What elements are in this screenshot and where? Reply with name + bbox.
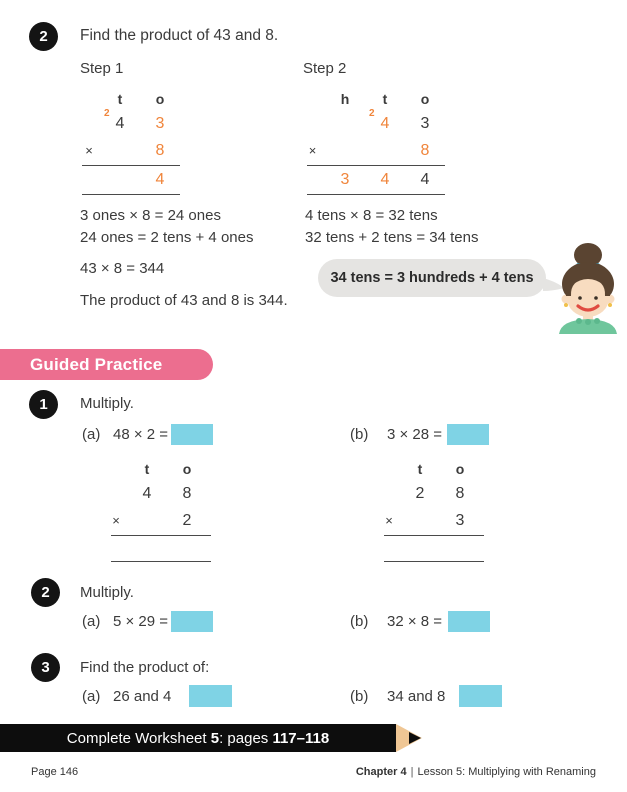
q3a-label: (a): [82, 688, 101, 705]
tens-header: t: [417, 461, 423, 477]
ones-digit: 3: [155, 115, 165, 132]
worksheet-banner-text1: Complete Worksheet: [66, 729, 211, 747]
q3b-label: (b): [350, 688, 369, 705]
result-ones-digit: 4: [155, 170, 165, 188]
chart-header-row: [378, 458, 480, 480]
question3-number-badge: [31, 653, 60, 682]
question1-number-badge: [29, 390, 58, 419]
answer-blank-row[interactable]: [378, 537, 480, 559]
lesson-label: Lesson 5: Multiplying with Renaming: [417, 766, 596, 778]
ones-header: o: [455, 461, 465, 477]
chart-rule: [384, 561, 484, 562]
question2-number-badge: [31, 578, 60, 607]
ones-header: o: [155, 91, 165, 107]
girl-character-icon: [549, 242, 627, 334]
tens-header: t: [144, 461, 150, 477]
tens-digit-cell: [100, 108, 140, 133]
chart-rule: [82, 194, 180, 195]
result-tens-digit: 4: [380, 170, 390, 188]
q1a-answer-box[interactable]: [171, 424, 213, 445]
chart-rule: [82, 165, 180, 166]
worksheet-number: 5: [210, 729, 220, 747]
ones-digit: 3: [420, 115, 430, 132]
speech-bubble-text: 34 tens = 3 hundreds + 4 tens: [330, 270, 534, 286]
result-ones-digit: 4: [420, 170, 430, 188]
times-sign: ×: [385, 513, 393, 528]
chart-rule: [307, 194, 445, 195]
times-sign: ×: [308, 143, 317, 158]
worksheet-banner: [0, 724, 396, 752]
example-conclusion: The product of 43 and 8 is 344.: [80, 292, 288, 309]
q2b-answer-box[interactable]: [448, 611, 490, 632]
step1-label: Step 1: [80, 60, 124, 77]
chart-rule: [307, 165, 445, 166]
multiplier-row: [300, 138, 445, 163]
multiplicand-row: [378, 480, 480, 508]
speech-bubble: [318, 259, 546, 297]
q3b-expression: 34 and 8: [387, 688, 446, 705]
multiplier-row: [78, 138, 180, 163]
question2-prompt: Multiply.: [80, 584, 134, 601]
chart-rule: [111, 535, 211, 536]
footer-separator: |: [410, 766, 414, 778]
carry-digit: 2: [369, 108, 375, 119]
q1b-label: (b): [350, 426, 369, 443]
q3b-answer-box[interactable]: [459, 685, 502, 707]
chapter-label: Chapter 4: [355, 766, 407, 778]
question3-prompt: Find the product of:: [80, 659, 210, 676]
step2-label: Step 2: [303, 60, 347, 77]
q2a-label: (a): [82, 613, 101, 630]
chapter-lesson-reference: [356, 766, 596, 778]
times-sign: ×: [112, 513, 120, 528]
result-row: [78, 167, 180, 192]
multiplicand-row: [78, 110, 180, 138]
q2a-expression: 5 × 29 =: [113, 613, 169, 630]
chart-rule: [384, 535, 484, 536]
tens-digit-cell: [365, 108, 405, 133]
step2-explanation-line1: 4 tens × 8 = 32 tens: [305, 207, 438, 224]
times-sign: ×: [85, 143, 93, 158]
ones-header: o: [182, 461, 192, 477]
step2-explanation-line2: 32 tens + 2 tens = 34 tens: [305, 229, 479, 246]
chart-header-row: [300, 88, 445, 110]
q2a-answer-box[interactable]: [171, 611, 213, 632]
multiplier-row: [378, 508, 480, 533]
tens-digit: 2: [415, 485, 425, 502]
q1b-answer-box[interactable]: [447, 424, 489, 445]
q2b-label: (b): [350, 613, 369, 630]
chart-header-row: [105, 458, 207, 480]
ones-digit: 8: [455, 485, 465, 502]
step2-place-value-chart: [300, 88, 445, 196]
tens-digit: 4: [115, 115, 125, 132]
question1-prompt: Multiply.: [80, 395, 134, 412]
chart-header-row: [78, 88, 180, 110]
result-hundreds-digit: 3: [340, 170, 350, 188]
tens-digit: 4: [142, 485, 152, 502]
page-number: Page 146: [31, 766, 79, 778]
pencil-tip-icon: [396, 724, 424, 752]
q2b-expression: 32 × 8 =: [387, 613, 443, 630]
ones-digit: 8: [182, 485, 192, 502]
question3-number: 3: [41, 659, 50, 676]
guided-practice-banner: Guided Practice: [0, 349, 213, 380]
hundreds-header: h: [340, 91, 350, 107]
ones-header: o: [420, 91, 430, 107]
multiplier-digit: 2: [182, 511, 192, 529]
carry-digit: 2: [104, 108, 110, 119]
tens-digit: 4: [380, 115, 390, 132]
answer-blank-row[interactable]: [105, 537, 207, 559]
q1a-label: (a): [82, 426, 101, 443]
multiplier-digit: 8: [420, 141, 430, 159]
question2-number: 2: [41, 584, 50, 601]
example-equation: 43 × 8 = 344: [80, 260, 165, 277]
step1-place-value-chart: [78, 88, 180, 196]
q1a-expression: 48 × 2 =: [113, 426, 169, 443]
q3a-expression: 26 and 4: [113, 688, 172, 705]
multiplier-row: [105, 508, 207, 533]
q1b-expression: 3 × 28 =: [387, 426, 443, 443]
step1-explanation-line2: 24 ones = 2 tens + 4 ones: [80, 229, 254, 246]
step1-explanation-line1: 3 ones × 8 = 24 ones: [80, 207, 221, 224]
example-number: 2: [39, 28, 48, 45]
multiplier-digit: 3: [455, 511, 465, 529]
example-number-badge: [29, 22, 58, 51]
tens-header: t: [117, 91, 123, 107]
multiplicand-row: [105, 480, 207, 508]
worksheet-pages: 117–118: [272, 729, 330, 747]
multiplier-digit: 8: [155, 141, 165, 159]
chart-rule: [111, 561, 211, 562]
question1-number: 1: [39, 396, 48, 413]
multiplicand-row: [300, 110, 445, 138]
result-row: [300, 167, 445, 192]
q3a-answer-box[interactable]: [189, 685, 232, 707]
q1a-working-chart: [105, 458, 207, 563]
example-prompt: Find the product of 43 and 8.: [80, 27, 279, 44]
q1b-working-chart: [378, 458, 480, 563]
worksheet-banner-text2: : pages: [219, 729, 273, 747]
tens-header: t: [382, 91, 388, 107]
